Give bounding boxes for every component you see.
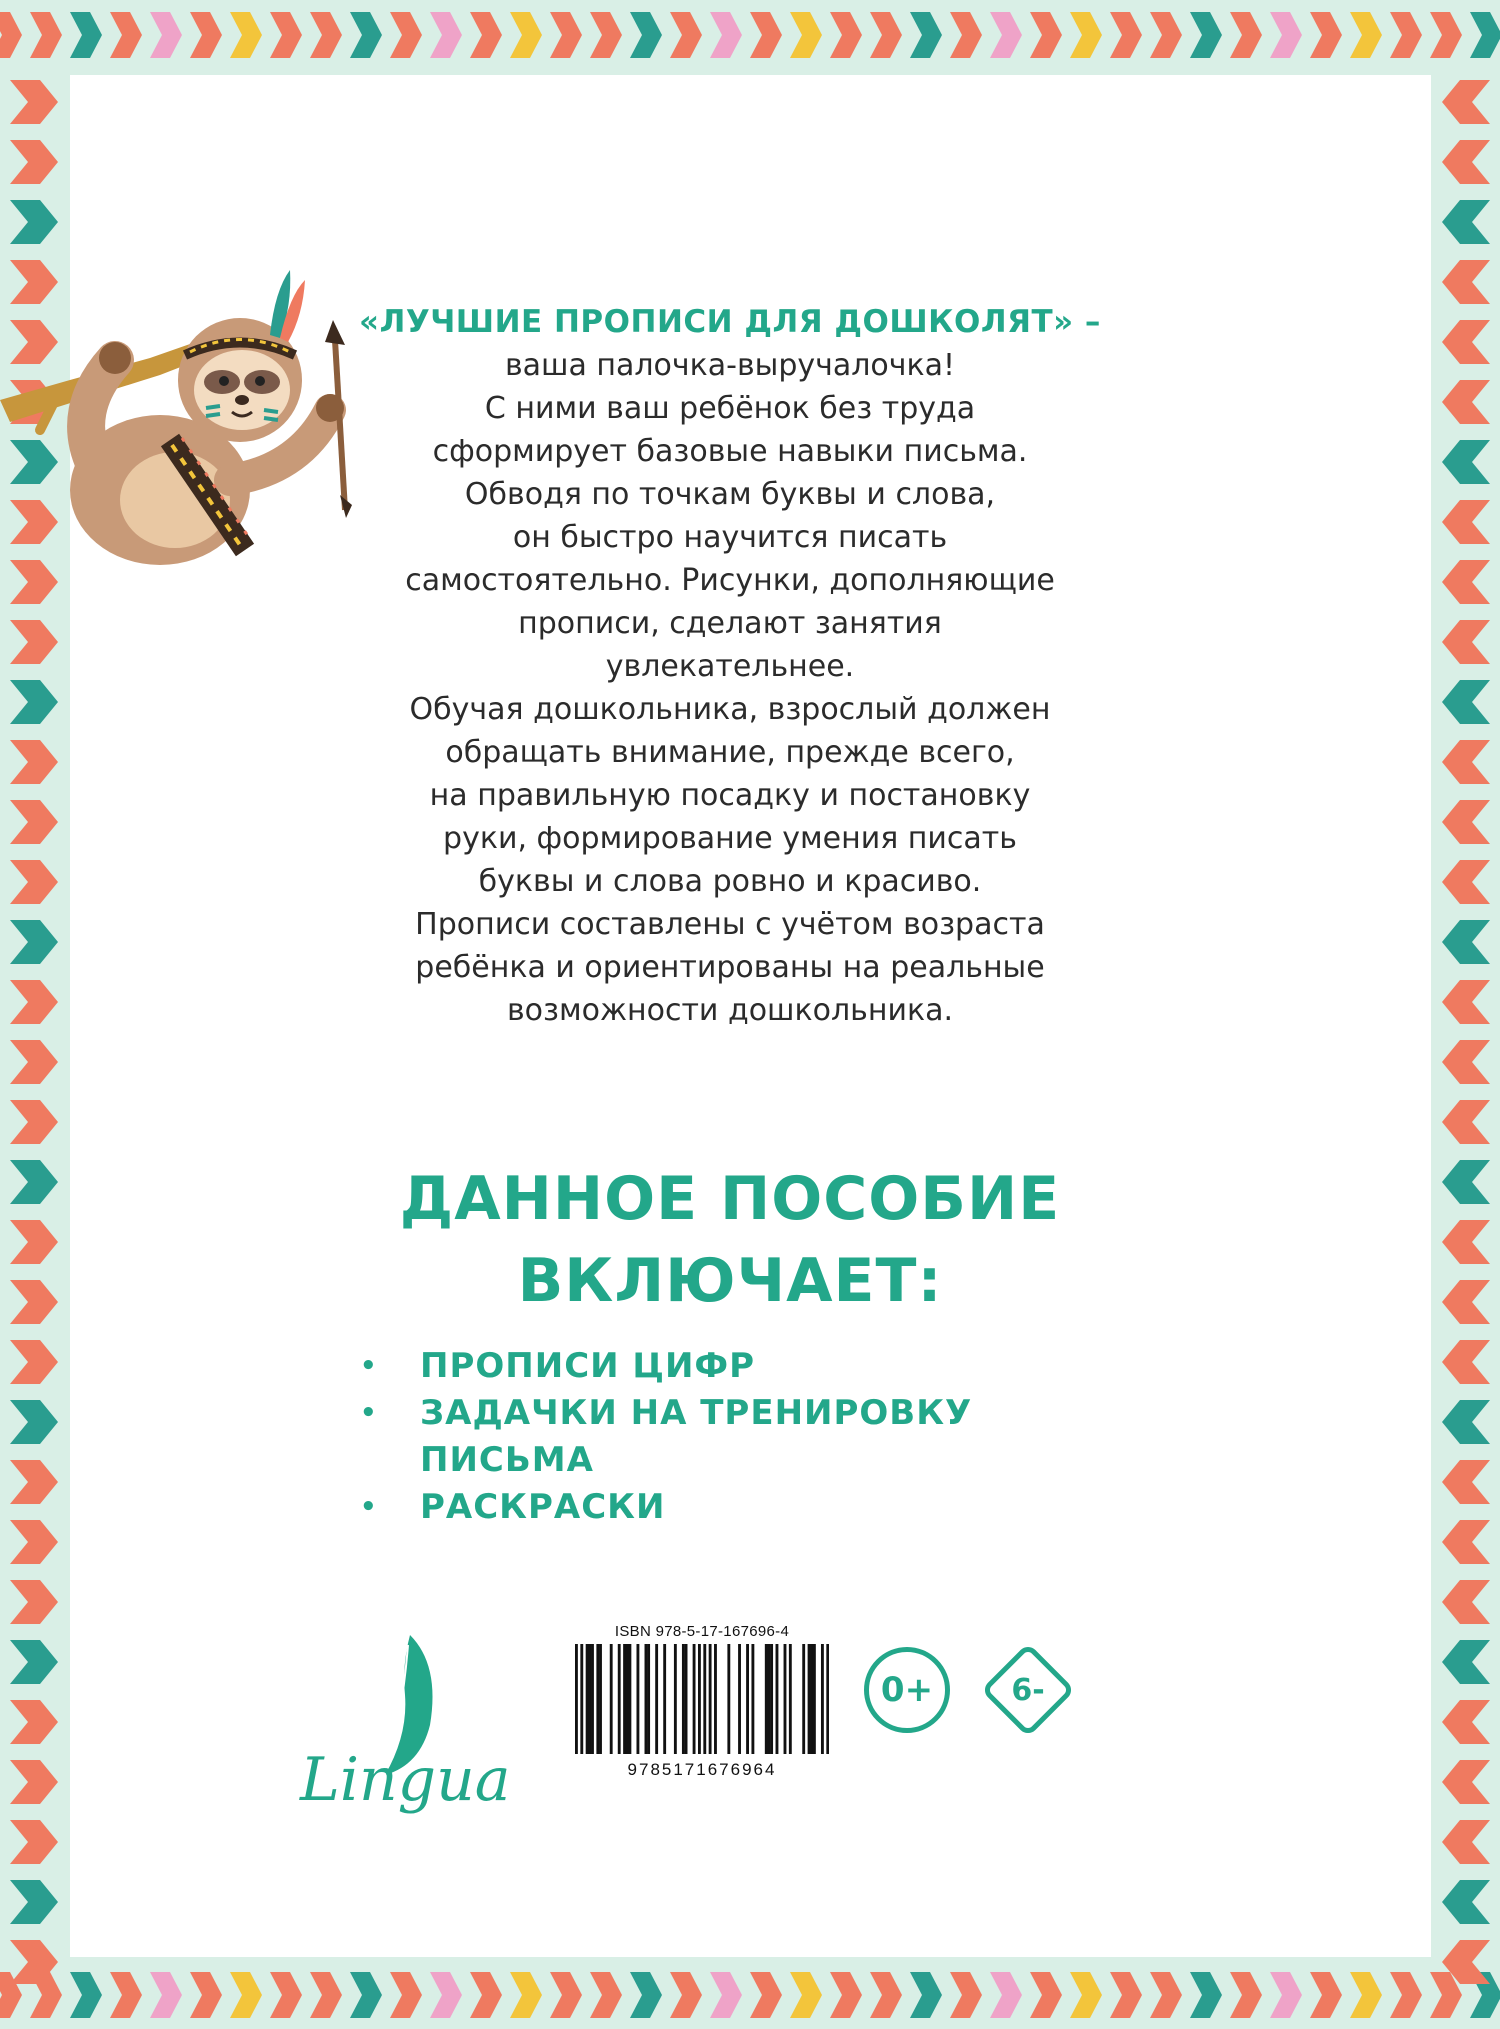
age-range-badge: [979, 1641, 1077, 1739]
intro-line: увлекательнее.: [605, 649, 855, 684]
age-range-label: 6-: [1011, 1672, 1045, 1708]
barcode-bar: [727, 1644, 730, 1754]
includes-heading: [240, 1158, 1220, 1322]
barcode-bar: [738, 1644, 741, 1754]
barcode-bar: [628, 1644, 631, 1754]
list-item: • ПРОПИСИ ЦИФР: [350, 1343, 1150, 1390]
barcode-bar: [591, 1644, 594, 1754]
barcode-bar: [588, 1644, 591, 1754]
barcode-bar: [709, 1644, 712, 1754]
intro-line: ребёнка и ориентированы на реальные: [415, 950, 1045, 985]
includes-heading-line-1: ДАННОЕ ПОСОБИЕ: [399, 1164, 1061, 1234]
barcode-bar: [826, 1644, 829, 1754]
barcode-bar: [751, 1644, 754, 1754]
barcode-block: [575, 1623, 829, 1780]
barcode-bar: [636, 1644, 639, 1754]
barcode-bar: [714, 1644, 717, 1754]
barcode-bar: [770, 1644, 773, 1754]
barcode-bar: [703, 1644, 706, 1754]
barcode-bar: [802, 1644, 805, 1754]
barcode-bar: [626, 1644, 629, 1754]
barcode-bar: [663, 1644, 666, 1754]
barcode-bar: [599, 1644, 602, 1754]
intro-title: «ЛУЧШИЕ ПРОПИСИ ДЛЯ ДОШКОЛЯТ» –: [359, 304, 1101, 340]
barcode-bar: [698, 1644, 701, 1754]
intro-line: Обучая дошкольника, взрослый должен: [409, 692, 1051, 727]
isbn-label: ISBN 978-5-17-167696-4: [614, 1623, 790, 1640]
barcode-bar: [789, 1644, 792, 1754]
barcode-bar: [682, 1644, 685, 1754]
publisher-logo-text: Lingua: [300, 1745, 511, 1815]
list-item: • ЗАДАЧКИ НА ТРЕНИРОВКУ ПИСЬМА: [350, 1390, 1150, 1484]
barcode-bar: [821, 1644, 824, 1754]
intro-line: на правильную посадку и постановку: [429, 778, 1031, 813]
barcode-bar: [580, 1644, 583, 1754]
includes-list: [350, 1343, 1150, 1531]
barcode-bar: [768, 1644, 771, 1754]
barcode-bar: [808, 1644, 811, 1754]
barcode-bar: [623, 1644, 626, 1754]
intro-line: С ними ваш ребёнок без труда: [484, 391, 976, 426]
list-item: • РАСКРАСКИ: [350, 1484, 1150, 1531]
includes-heading-line-2: ВКЛЮЧАЕТ:: [517, 1246, 943, 1316]
intro-line: обращать внимание, прежде всего,: [445, 735, 1015, 770]
intro-line: самостоятельно. Рисунки, дополняющие: [405, 563, 1055, 598]
barcode-bar: [674, 1644, 677, 1754]
barcode-bar: [685, 1644, 688, 1754]
intro-line: буквы и слова ровно и красиво.: [478, 864, 982, 899]
barcode-bar: [575, 1644, 578, 1754]
intro-line: ваша палочка-выручалочка!: [504, 348, 956, 383]
intro-line: руки, формирование умения писать: [443, 821, 1017, 856]
barcode-bar: [784, 1644, 787, 1754]
ean-digits: 9785171676964: [627, 1760, 777, 1779]
barcode-bar: [765, 1644, 768, 1754]
age-rating-badge: [864, 1647, 950, 1733]
intro-line: Прописи составлены с учётом возраста: [415, 907, 1045, 942]
intro-line: возможности дошкольника.: [506, 993, 953, 1028]
barcode-bar: [647, 1644, 650, 1754]
intro-paragraph: [240, 344, 1220, 1032]
barcode-bar: [810, 1644, 813, 1754]
age-rating-label: 0+: [880, 1670, 934, 1710]
barcode-bar: [693, 1644, 696, 1754]
intro-line: Обводя по точкам буквы и слова,: [464, 477, 996, 512]
barcode-bar: [746, 1644, 749, 1754]
barcode-bar: [596, 1644, 599, 1754]
barcode-bar: [586, 1644, 589, 1754]
barcode-icon: [575, 1644, 829, 1754]
barcode-bar: [813, 1644, 816, 1754]
publisher-logo: [290, 1625, 560, 1825]
intro-line: он быстро научится писать: [512, 520, 948, 555]
intro-text: [240, 301, 1220, 1032]
barcode-bar: [655, 1644, 658, 1754]
barcode-bar: [645, 1644, 648, 1754]
intro-line: прописи, сделают занятия: [518, 606, 942, 641]
barcode-bar: [610, 1644, 613, 1754]
intro-line: сформирует базовые навыки письма.: [432, 434, 1028, 469]
barcode-bar: [618, 1644, 621, 1754]
barcode-bar: [776, 1644, 779, 1754]
